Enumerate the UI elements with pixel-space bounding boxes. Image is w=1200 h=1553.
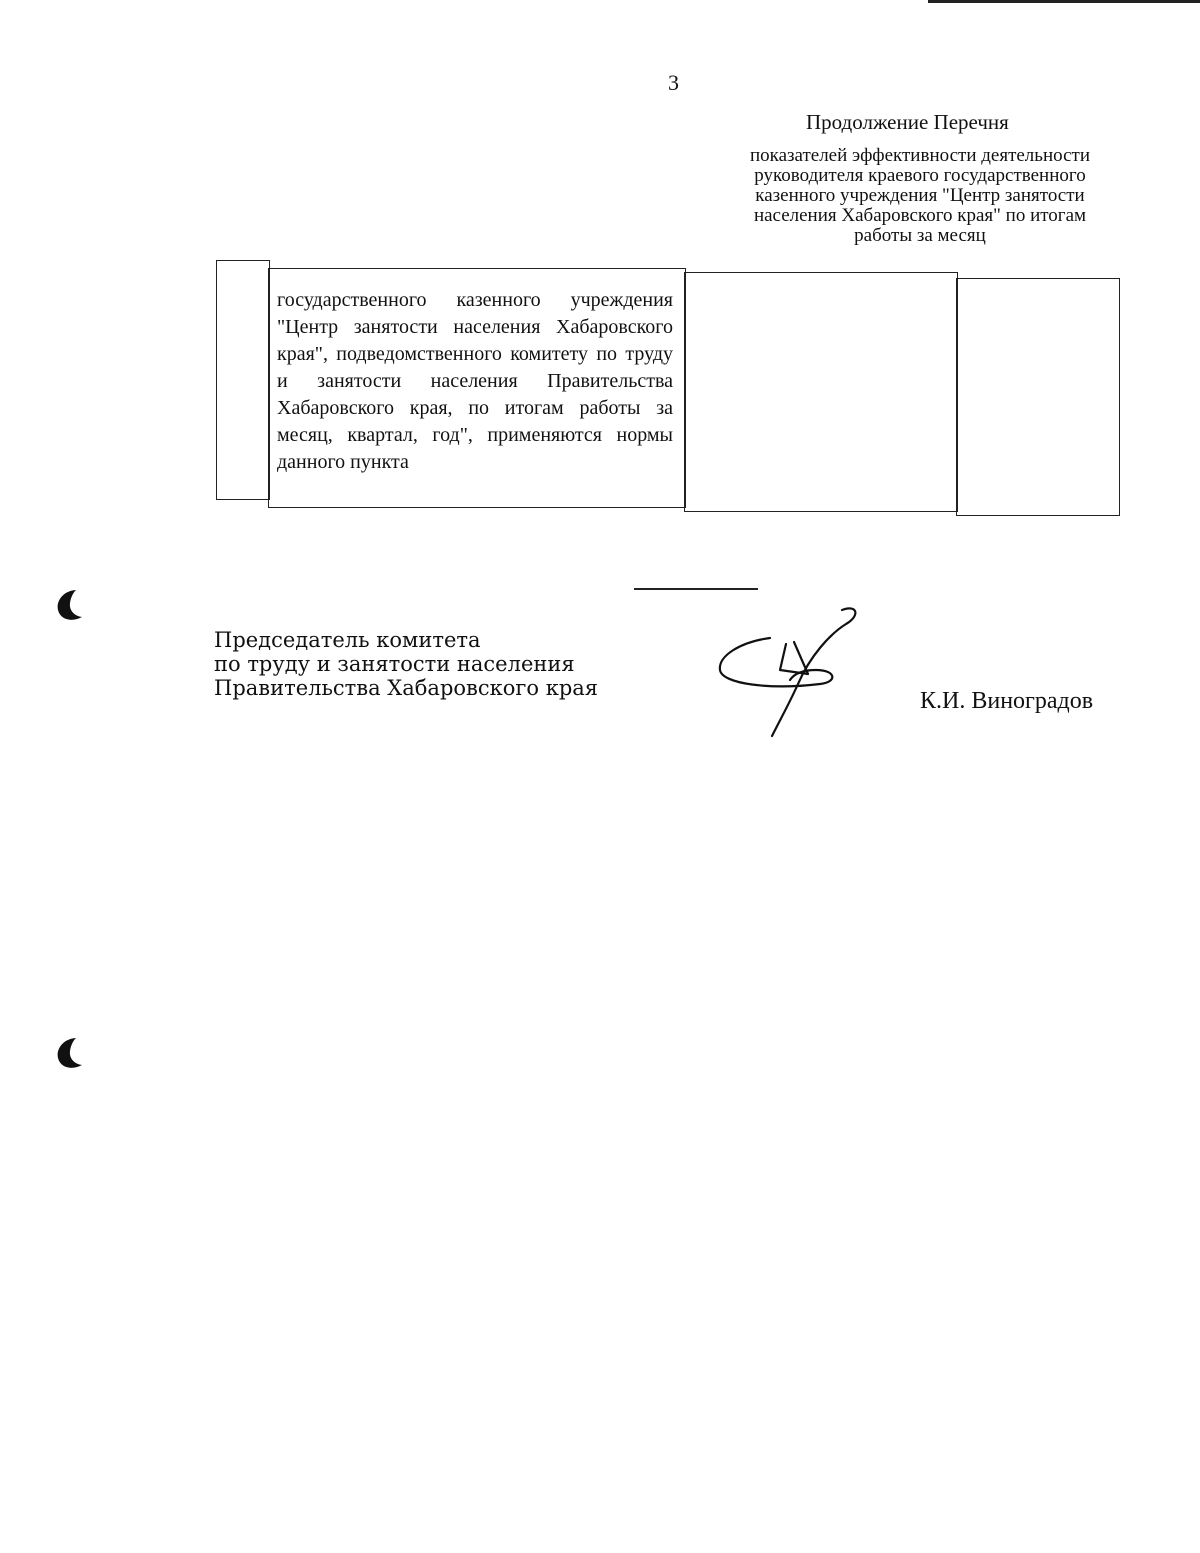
subtitle-line: руководителя краевого государственного <box>754 165 1086 186</box>
continuation-title: Продолжение Перечня <box>806 110 1009 134</box>
list-subtitle <box>700 146 1140 246</box>
signatory-line: Правительства Хабаровского края <box>214 676 599 700</box>
table-cell-note <box>956 278 1120 516</box>
table-cell-value <box>684 272 958 512</box>
signatory-line: Председатель комитета <box>214 628 481 652</box>
row-text: государственного казенного учреждения "Центр занятости населения Хабаровского края", подведомственного комитету по труду и занятости населения Правительства Хабаровского края, по итогам работы за месяц, квартал, год", применяются нормы данного пункта <box>277 289 673 473</box>
top-edge-rule <box>928 0 1200 3</box>
punch-hole-icon <box>54 588 84 622</box>
subtitle-line: работы за месяц <box>854 225 986 246</box>
table-cell-number <box>216 260 270 500</box>
signatory-position <box>214 628 598 700</box>
indicators-table <box>216 260 1120 516</box>
signatory-line: по труду и занятости населения <box>214 652 575 676</box>
page-number: 3 <box>668 70 679 95</box>
subtitle-line: показателей эффективности деятельности <box>749 145 1091 166</box>
handwritten-signature-icon <box>710 600 870 740</box>
punch-hole-icon <box>54 1036 84 1070</box>
table-cell-text <box>268 268 686 508</box>
subtitle-line: населения Хабаровского края" по итогам <box>753 205 1087 226</box>
subtitle-line: казенного учреждения "Центр занятости <box>755 185 1085 206</box>
signer-name: К.И. Виноградов <box>920 688 1094 714</box>
end-of-list-rule <box>634 588 758 590</box>
